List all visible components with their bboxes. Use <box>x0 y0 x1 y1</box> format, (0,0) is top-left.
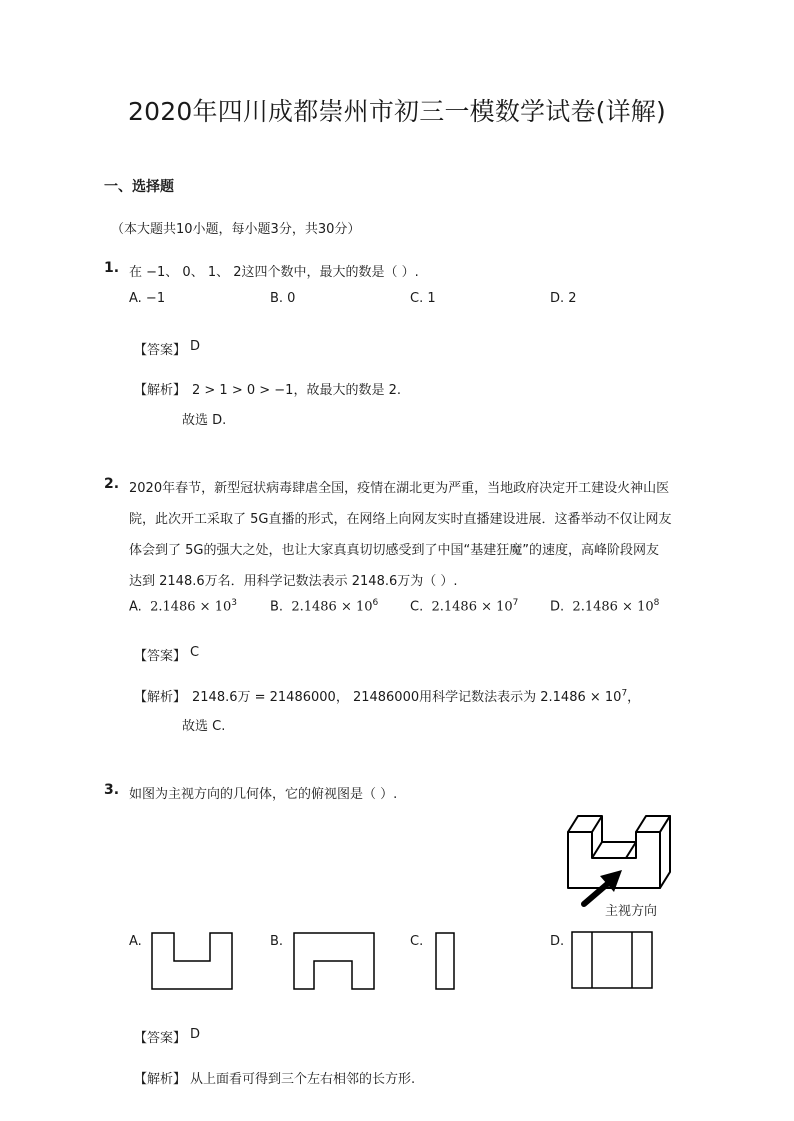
question-number: 3. <box>104 782 120 798</box>
answer-value: D <box>190 339 201 354</box>
option-d: D. $2.1486 \times 10^8$ <box>550 598 660 615</box>
question-line-4: 达到 2148.6万名．用科学记数法表示 2148.6万为（ ）. <box>129 574 458 589</box>
option-b: B. 0 <box>270 291 296 306</box>
option-d-label: D. <box>550 934 565 949</box>
question-line-1: 2020年春节，新型冠状病毒肆虐全国，疫情在湖北更为严重，当地政府决定开工建设火神山医 <box>129 481 670 496</box>
section-heading: 一、选择题 <box>104 179 174 195</box>
conclusion-text: 故选 D. <box>182 413 227 428</box>
option-c-label: C. <box>410 934 424 949</box>
question-stem: 如图为主视方向的几何体，它的俯视图是（ ）. <box>129 787 398 802</box>
analysis-label: 【解析】 <box>134 1072 187 1087</box>
answer-label: 【答案】 <box>134 649 187 664</box>
left-pillar-top <box>568 816 602 832</box>
option-a-figure <box>150 931 236 993</box>
option-b: B. $2.1486 \times 10^6$ <box>270 598 379 615</box>
question-number: 1. <box>104 260 120 276</box>
option-c: C. $2.1486 \times 10^7$ <box>410 598 519 615</box>
analysis-text: 从上面看可得到三个左右相邻的长方形. <box>190 1072 416 1087</box>
option-a-label: A. <box>129 934 142 949</box>
question-stem: 在 −1、 0、 1、 2这四个数中，最大的数是（ ）. <box>129 265 419 280</box>
option-d-figure <box>570 930 656 992</box>
answer-value: D <box>190 1027 201 1042</box>
option-c: C. 1 <box>410 291 436 306</box>
option-a: A. $2.1486 \times 10^3$ <box>129 598 237 615</box>
analysis-text: 2148.6万 = 21486000， 21486000用科学记数法表示为 $2.1486 \times 10^7$， <box>192 688 641 705</box>
answer-label: 【答案】 <box>134 343 187 358</box>
option-b-figure <box>292 931 378 993</box>
analysis-label: 【解析】 <box>134 383 187 398</box>
page-title: 2020年四川成都崇州市初三一模数学试卷(详解) <box>128 97 666 126</box>
figure-caption: 主视方向 <box>605 904 658 919</box>
option-a: A. −1 <box>129 291 166 306</box>
option-c-figure <box>434 931 458 993</box>
channel-floor <box>592 842 636 858</box>
conclusion-text: 故选 C. <box>182 719 226 734</box>
option-d: D. 2 <box>550 291 577 306</box>
option-b-label: B. <box>270 934 284 949</box>
section-note: （本大题共10小题，每小题3分，共30分） <box>111 222 361 237</box>
question-number: 2. <box>104 476 120 492</box>
question-line-3: 体会到了 5G的强大之处，也让大家真真切切感受到了中国“基建狂魔”的速度，高峰阶段网友 <box>129 543 659 558</box>
answer-value: C <box>190 645 200 660</box>
analysis-label: 【解析】 <box>134 690 187 705</box>
analysis-text: 2 > 1 > 0 > −1，故最大的数是 2. <box>192 383 401 398</box>
answer-label: 【答案】 <box>134 1031 187 1046</box>
question-line-2: 院，此次开工采取了 5G直播的形式，在网络上向网友实时直播建设进展．这番举动不仅让网友 <box>129 512 672 527</box>
